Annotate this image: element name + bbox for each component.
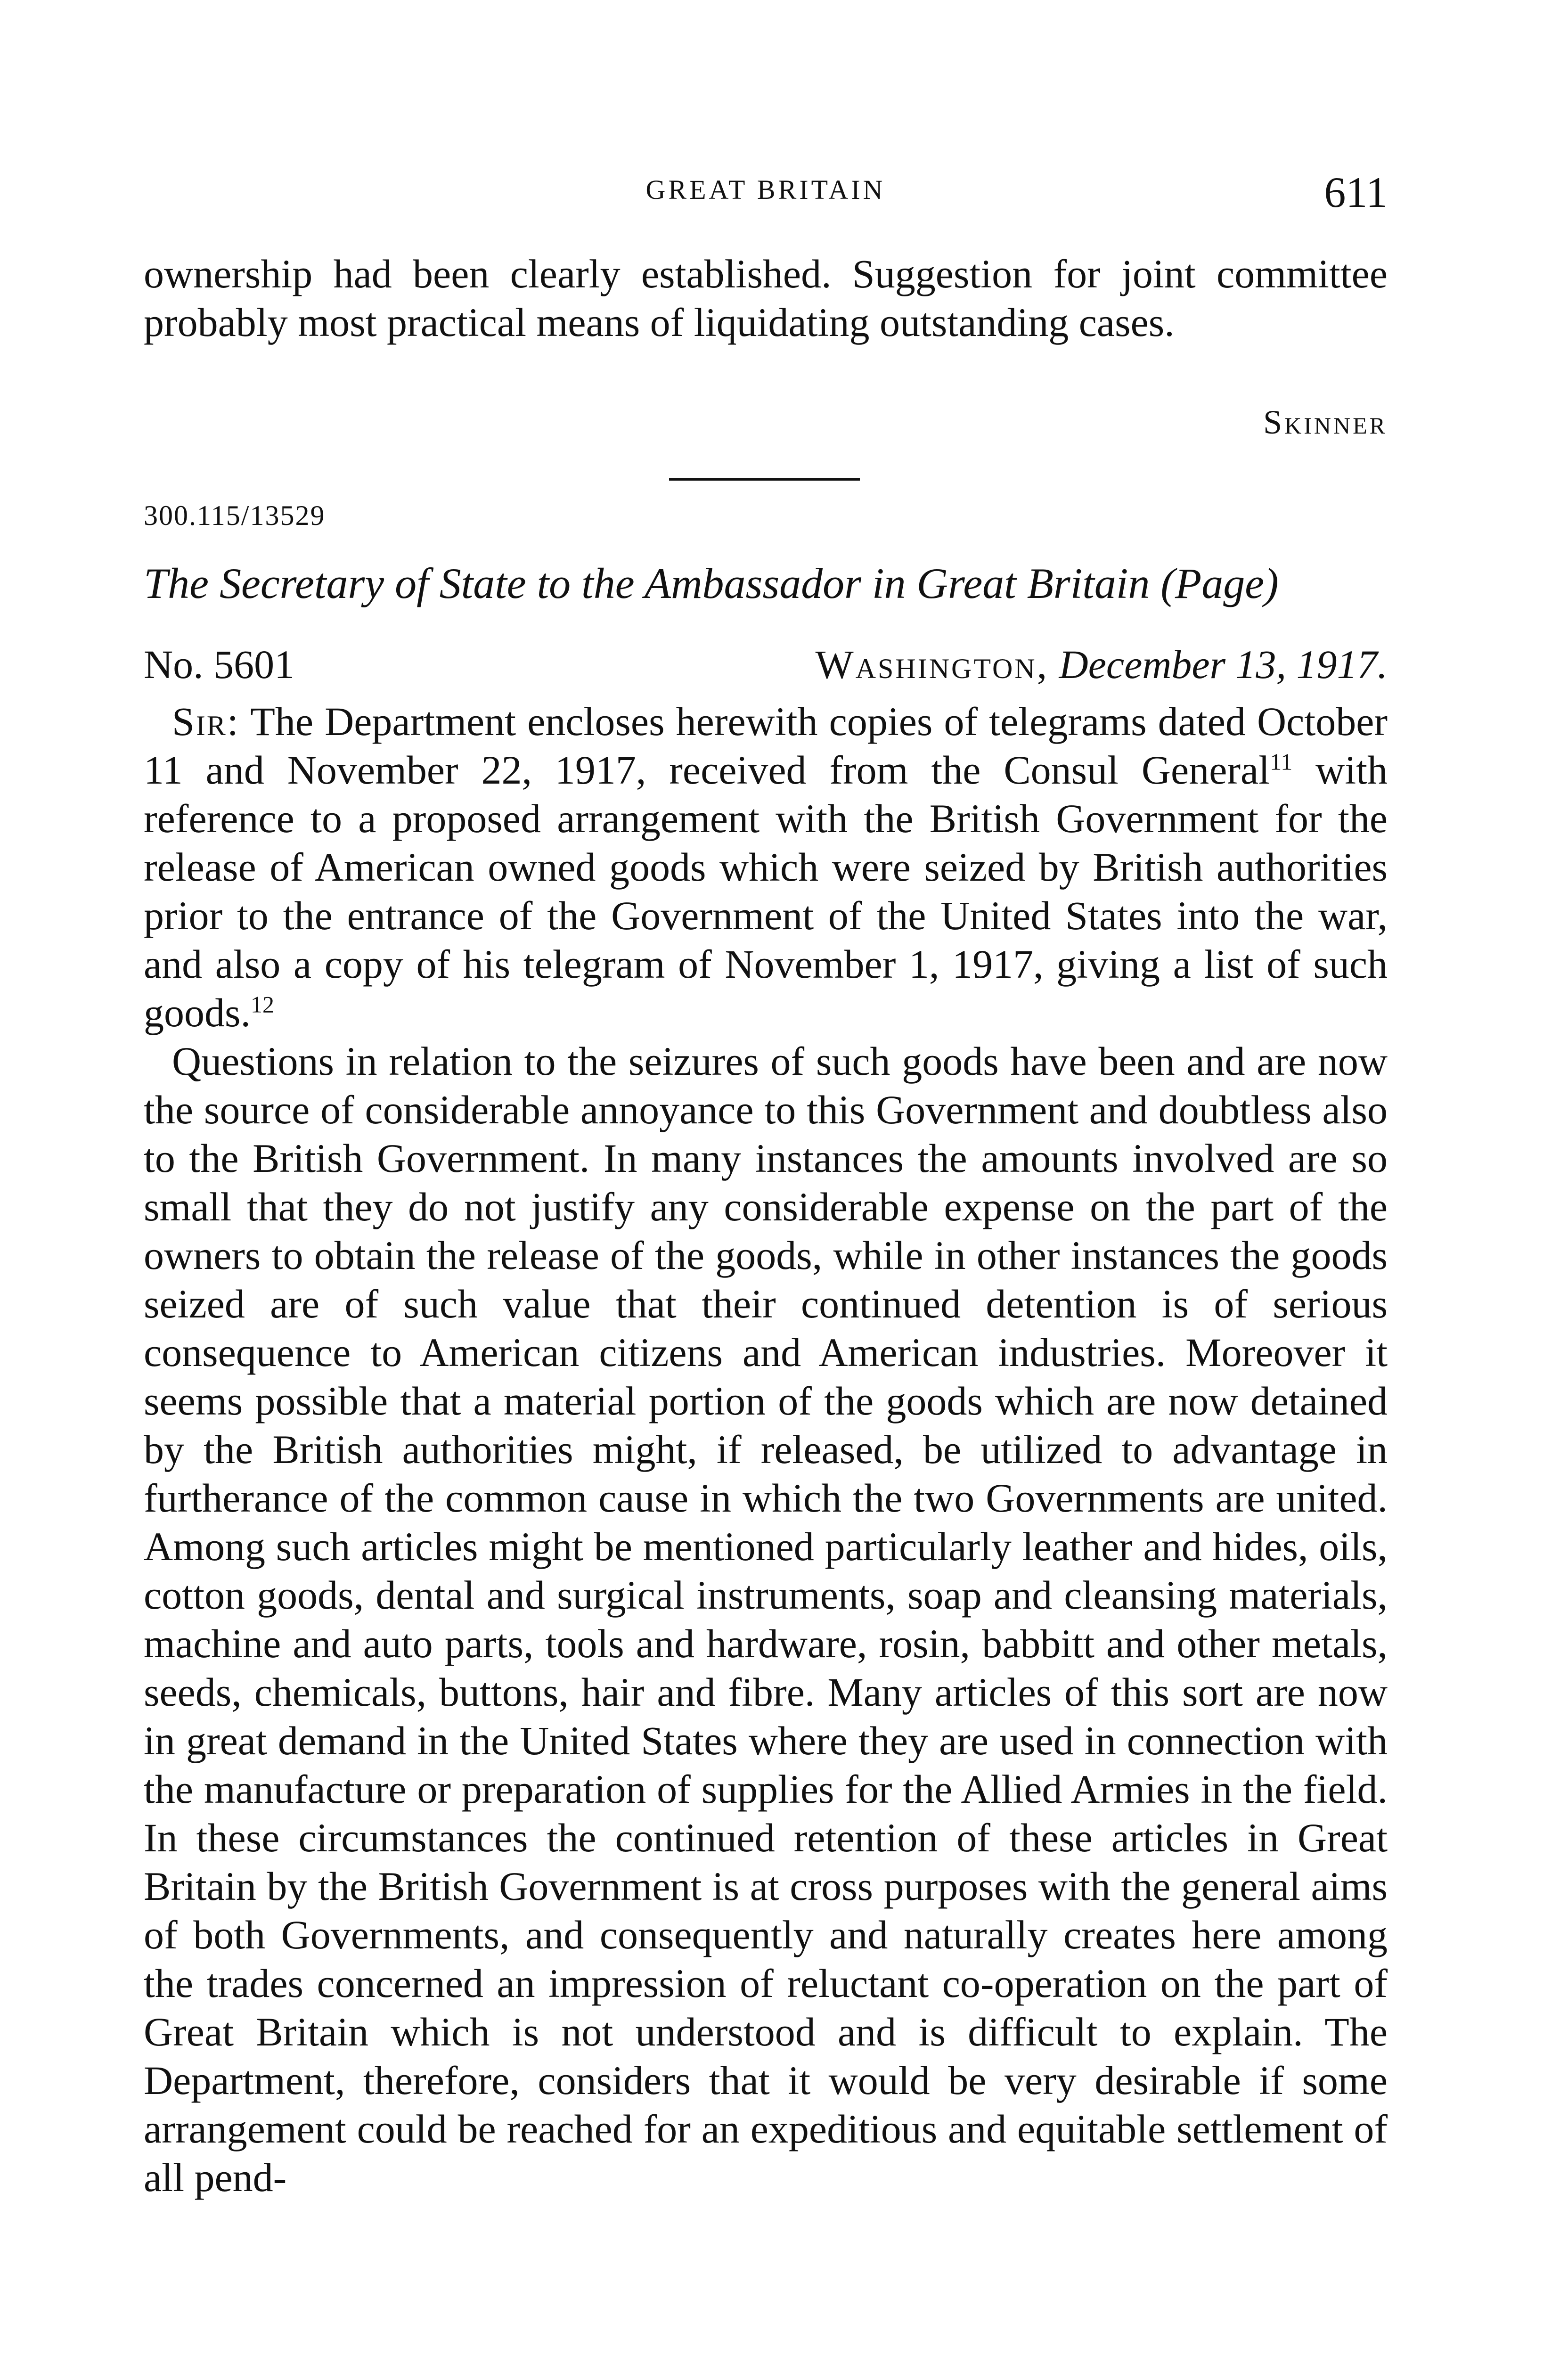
salutation: Sir: bbox=[172, 699, 240, 744]
running-head bbox=[144, 167, 1388, 216]
footnote-ref-11: 11 bbox=[1270, 748, 1293, 775]
place: Washington, bbox=[815, 642, 1049, 687]
continuation-paragraph: ownership had been clearly established. Suggestion for joint committee probably most practical means of liquidating outstanding cases. bbox=[144, 251, 1388, 345]
file-number: 300.115/13529 bbox=[144, 500, 326, 531]
paragraph-1-part-a: The Department encloses herewith copies of telegrams dated October 11 and November 22, 1917, received from the Consul General bbox=[144, 699, 1388, 793]
page-number: 611 bbox=[1324, 168, 1388, 216]
dateline bbox=[144, 641, 1388, 693]
continuation-text bbox=[144, 250, 1388, 347]
paragraph-2: Questions in relation to the seizures of such goods have been and are now the source of considerable annoyance to this Government and doubtless also to the British Government. In many instances the amounts involved are so small that they do not justify any considerable expense on the part of the owners to obtain the release of the goods, while in other instances the goods seized are of such value that their continued detention is of serious consequence to American citizens and American industries. Moreover it seems possible that a material portion of the goods which are now detained by the British authorities might, if released, be utilized to advantage in furtherance of the common cause in which the two Governments are united. Among such articles might be mentioned particularly leather and hides, oils, cotton goods, dental and surgical instruments, soap and cleansing materials, machine and auto parts, tools and hardware, rosin, babbitt and other metals, seeds, chemicals, buttons, hair and fibre. Many articles of this sort are now in great demand in the United States where they are used in connection with the manufacture or preparation of supplies for the Allied Armies in the field. In these circumstances the continued retention of these articles in Great Britain by the British Government is at cross purposes with the general aims of both Governments, and consequently and naturally creates here among the trades concerned an impression of reluctant co-operation on the part of Great Britain which is not understood and is difficult to explain. The Department, therefore, considers that it would be very desirable if some arrangement could be reached for an expeditious and equitable settlement of all pend- bbox=[144, 1039, 1388, 2200]
footnote-ref-12: 12 bbox=[250, 991, 274, 1018]
section-divider bbox=[669, 478, 860, 481]
running-head-title: GREAT BRITAIN bbox=[645, 174, 886, 205]
date: December 13, 1917. bbox=[1059, 642, 1388, 687]
document-heading: The Secretary of State to the Ambassador in Great Britain (Page) bbox=[144, 559, 1279, 607]
paragraph-1 bbox=[144, 697, 1388, 1037]
place-date bbox=[816, 641, 1388, 688]
document-number: No. 5601 bbox=[144, 642, 295, 687]
letter-body bbox=[144, 697, 1388, 2202]
signature: Skinner bbox=[1263, 403, 1388, 441]
paragraph-1-part-b: with reference to a proposed arrangement with the British Government for the release of American owned goods which were seized by British authorities prior to the entrance of the Government of the United States into the war, and also a copy of his telegram of November 1, 1917, giving a list of such goods. bbox=[144, 747, 1388, 1035]
